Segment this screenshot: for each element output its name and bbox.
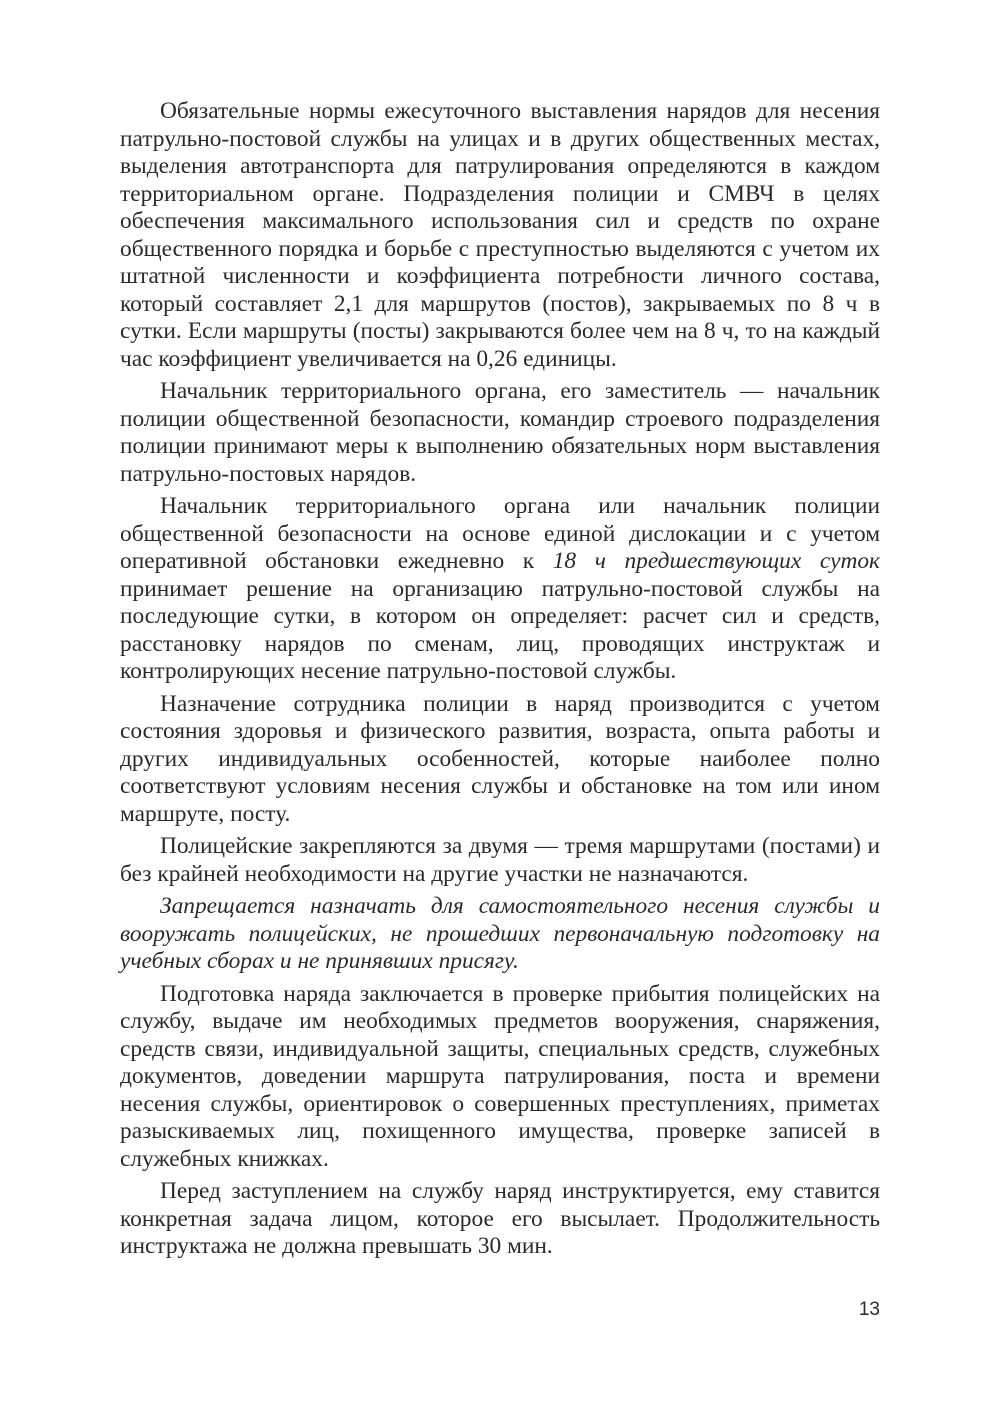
paragraph-route-assignment: Полицейские закрепляются за двумя — тремя маршрутами (постами) и без крайней необходимости на другие участки не назначаются. [120,833,880,887]
paragraph-squad-preparation: Подготовка наряда заключается в проверке прибытия полицейских на службу, выдаче им необходимых предметов вооружения, снаряжения, средств связи, индивидуальной защиты, специальных средств, служебных документов, доведении маршрута патрулирования, поста и времени несения службы, ориентировок о совершенных преступлениях, приметах разыскиваемых лиц, похищенного имущества, проверке записей в служебных книжках. [120,980,880,1172]
paragraph-daily-decision-start: Начальник территориального органа или начальник полиции общественной безопасности на основе единой дислокации и с учетом оперативной обстановки ежедневно к [120,493,880,574]
paragraph-daily-decision-end: принимает решение на организацию патрульно-постовой службы на последующие сутки, в котором он определяет: расчет сил и средств, расстановку нарядов по сменам, лиц, проводящих инструктаж и контролирующих несение патрульно-постовой службы. [120,575,880,684]
paragraph-briefing: Перед заступлением на службу наряд инструктируется, ему ставится конкретная задача лицом, которое его высылает. Продолжительность инструктажа не должна превышать 30 мин. [120,1178,880,1259]
page-number: 13 [858,1299,880,1320]
paragraph-prohibition: Запрещается назначать для самостоятельного несения службы и вооружать полицейских, не прошедших первоначальную подготовку на учебных сборах и не принявших присягу. [120,893,880,974]
paragraph-chief-measures: Начальник территориального органа, его заместитель — начальник полиции общественной безопасности, командир строевого подразделения полиции принимают меры к выполнению обязательных норм выставления патрульно-постовых нарядов. [120,378,880,487]
paragraph-daily-decision [120,493,880,686]
paragraph-patrol-norms: Обязательные нормы ежесуточного выставления нарядов для несения патрульно-постовой службы на улицах и в других общественных местах, выделения автотранспорта для патрулирования определяются в каждом территориальном органе. Подразделения полиции и СМВЧ в целях обеспечения максимального использования сил и средств по охране общественного порядка и борьбе с преступностью выделяются с учетом их штатной численности и коэффициента потребности личного состава, который составляет 2,1 для маршрутов (постов), закрываемых по 8 ч в сутки. Если маршруты (посты) закрываются более чем на 8 ч, то на каждый час коэффициент увеличивается на 0,26 единицы. [120,98,880,372]
paragraph-officer-assignment: Назначение сотрудника полиции в наряд производится с учетом состояния здоровья и физического развития, возраста, опыта работы и других индивидуальных особенностей, которые наиболее полно соответствуют условиям несения службы и обстановке на том или ином маршруте, посту. [120,690,880,827]
page-body [120,98,880,1266]
deadline-emphasis: 18 ч предшествующих суток [552,548,880,574]
